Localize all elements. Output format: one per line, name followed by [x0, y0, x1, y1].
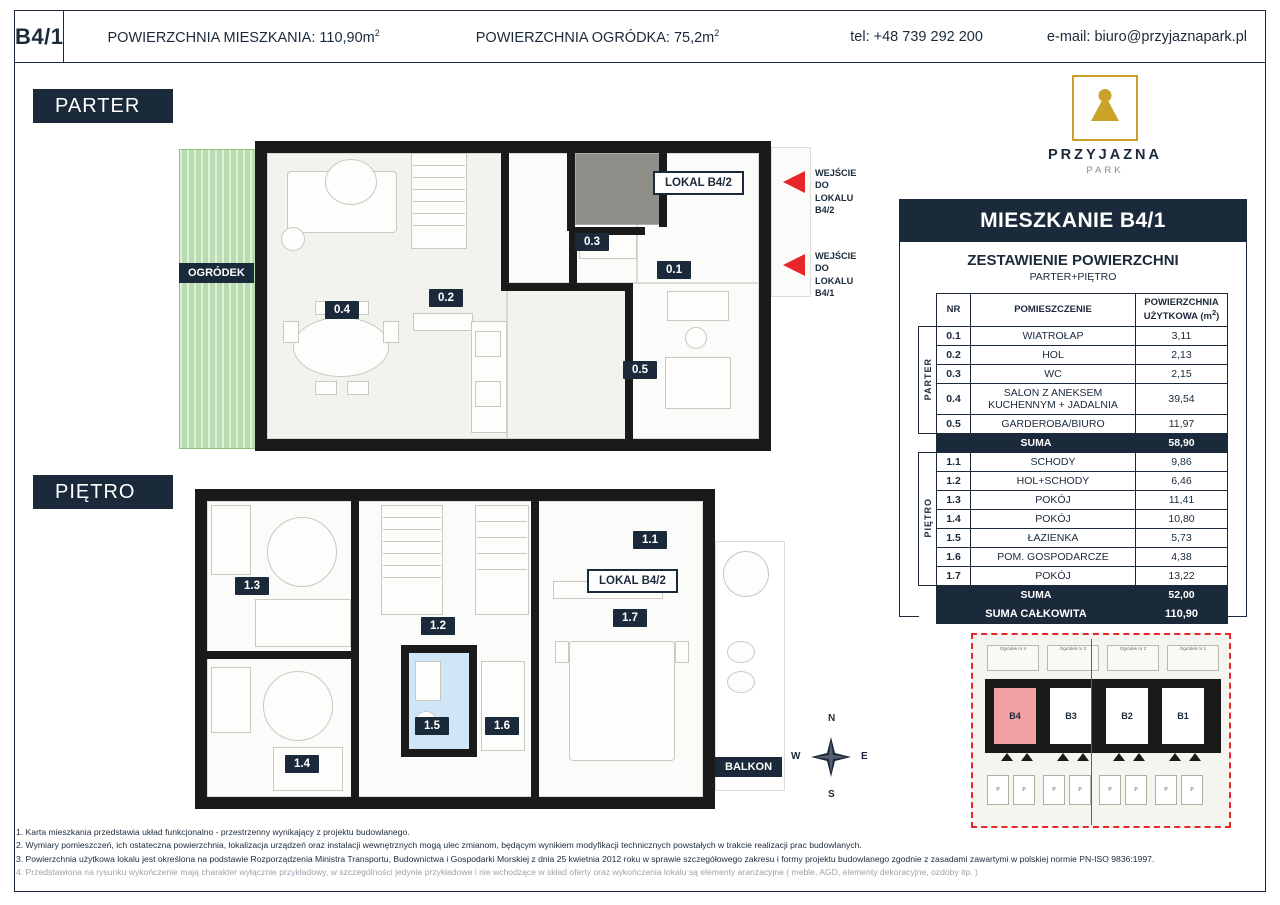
cell-nr: 1.3	[937, 490, 971, 509]
col-head-room: POMIESZCZENIE	[971, 294, 1136, 327]
oven-icon	[475, 381, 501, 407]
wardrobe-icon	[665, 357, 731, 409]
apartment-area-sup: 2	[374, 27, 380, 38]
cell-area: 9,86	[1136, 452, 1228, 471]
stair-step	[477, 537, 527, 538]
contact-phone: tel: +48 739 292 200	[850, 28, 983, 45]
table-row	[919, 414, 1228, 433]
panel-subtitle: ZESTAWIENIE POWIERZCHNI	[967, 252, 1179, 269]
total-row	[919, 604, 1228, 623]
room-label-0-2: 0.2	[429, 289, 463, 307]
room-kitchen-area	[507, 283, 629, 439]
side-table-icon	[281, 227, 305, 251]
nightstand-icon	[675, 641, 689, 663]
table-row	[919, 528, 1228, 547]
table-row	[919, 345, 1228, 364]
col-head-area-text: POWIERZCHNIA UŻYTKOWA (m	[1143, 297, 1219, 323]
table-row	[919, 326, 1228, 345]
col-head-nr: NR	[937, 294, 971, 327]
site-unit-b3: B3	[1049, 687, 1093, 745]
cell-area: 13,22	[1136, 566, 1228, 585]
col-head-area-sup: 2	[1211, 308, 1217, 318]
bed-icon	[255, 599, 351, 647]
room-label-1-3: 1.3	[235, 577, 269, 595]
entry-note-b41-l1: WEJŚCIE DO	[815, 251, 857, 274]
floor-tag-ground: PARTER	[33, 89, 173, 123]
cell-area: 2,15	[1136, 364, 1228, 383]
site-unit-b1: B1	[1161, 687, 1205, 745]
apartment-code: B4/1	[15, 23, 64, 49]
site-map	[971, 633, 1231, 828]
site-garden-2: Ogródek nr 2	[1107, 645, 1159, 671]
parking-spot: P	[1099, 775, 1121, 805]
plant-icon	[723, 551, 769, 597]
entry-arrow-b42	[783, 171, 805, 193]
wall-i2-1f	[531, 501, 539, 797]
footer-notes	[16, 826, 1256, 880]
office-chair-icon	[685, 327, 707, 349]
compass-south: S	[828, 789, 835, 800]
site-garden-1: Ogródek nr 1	[1167, 645, 1219, 671]
ground-sum-row	[919, 433, 1228, 452]
wall-bottom-1f	[195, 797, 715, 809]
wall-top-1f	[195, 489, 715, 501]
stair-step	[383, 541, 441, 542]
cell-area: 6,46	[1136, 471, 1228, 490]
stair-step	[383, 565, 441, 566]
nightstand-icon	[555, 641, 569, 663]
ground-sum-value: 58,90	[1136, 433, 1228, 452]
stair-step	[383, 529, 441, 530]
side-label-ground	[919, 326, 937, 433]
cell-room: HOL+SCHODY	[971, 471, 1136, 490]
stair-step	[413, 189, 465, 190]
wall-interior-1	[501, 153, 509, 283]
cell-nr: 1.6	[937, 547, 971, 566]
entry-note-b42-l1: WEJŚCIE DO	[815, 168, 857, 191]
room-label-0-1: 0.1	[657, 261, 691, 279]
entry-note-b42-l2: LOKALU B4/2	[815, 192, 854, 216]
areas-table	[918, 293, 1228, 624]
cell-nr: 0.2	[937, 345, 971, 364]
stair-step	[413, 213, 465, 214]
round-table-icon	[263, 671, 333, 741]
kitchen-island-icon	[413, 313, 473, 331]
site-boundary-line	[1091, 639, 1092, 825]
compass-rose	[785, 711, 877, 803]
table-row	[919, 452, 1228, 471]
wall-i7-1f	[401, 749, 477, 757]
stairwell-shared	[575, 153, 663, 225]
col-head-area	[1136, 294, 1228, 327]
chair-icon	[315, 381, 337, 395]
room-label-0-3-b: 0.3	[575, 233, 609, 251]
site-garden-4: Ogródek nr 4	[987, 645, 1039, 671]
compass-north: N	[828, 713, 836, 724]
entry-note-b41	[815, 250, 856, 300]
table-row	[919, 383, 1228, 414]
side-label-ground-text: PARTER	[922, 357, 933, 401]
cell-area: 4,38	[1136, 547, 1228, 566]
chair-icon	[383, 321, 399, 343]
wall-right	[759, 141, 771, 451]
first-sum-value: 52,00	[1136, 585, 1228, 604]
stair-step	[413, 201, 465, 202]
site-entry-marker	[1133, 753, 1145, 761]
cell-room: GARDEROBA/BIURO	[971, 414, 1136, 433]
dining-table-icon	[293, 317, 389, 377]
stair-step	[477, 521, 527, 522]
site-entry-marker	[1077, 753, 1089, 761]
garden-area-sup: 2	[714, 27, 720, 38]
apartment-area-text: POWIERZCHNIA MIESZKANIA: 110,90m	[107, 29, 375, 46]
stair-step	[383, 577, 441, 578]
ground-floor-plan	[175, 131, 857, 461]
brand-name: PRZYJAZNA	[1047, 147, 1162, 163]
table-row	[919, 566, 1228, 585]
cell-area: 3,11	[1136, 326, 1228, 345]
site-garden-3: Ogródek nr 3	[1047, 645, 1099, 671]
total-value: 110,90	[1136, 604, 1228, 623]
cell-nr: 1.5	[937, 528, 971, 547]
compass-west: W	[791, 751, 801, 762]
site-unit-b4: B4	[993, 687, 1037, 745]
cell-nr: 0.1	[937, 326, 971, 345]
first-sum-row	[919, 585, 1228, 604]
cell-area: 2,13	[1136, 345, 1228, 364]
stair-step	[413, 177, 465, 178]
ground-sum-label: SUMA	[937, 433, 1136, 452]
cell-room: POKÓJ	[971, 509, 1136, 528]
stair-step	[413, 225, 465, 226]
datasheet	[14, 10, 1266, 892]
room-label-1-4: 1.4	[285, 755, 319, 773]
stair-step	[383, 553, 441, 554]
header-bar	[15, 11, 1265, 63]
cell-nr: 1.2	[937, 471, 971, 490]
round-table-icon	[267, 517, 337, 587]
floor-tag-first: PIĘTRO	[33, 475, 173, 509]
table-row	[919, 509, 1228, 528]
stair-step	[383, 517, 441, 518]
parking-spot: P	[987, 775, 1009, 805]
cell-area: 5,73	[1136, 528, 1228, 547]
cell-room: WC	[971, 364, 1136, 383]
side-label-first	[919, 452, 937, 585]
cell-nr: 0.5	[937, 414, 971, 433]
patio-chair-icon	[727, 671, 755, 693]
note-3: 3. Powierzchnia użytkowa lokalu jest określona na podstawie Rozporządzenia Ministra Transportu, Budownictwa i Gospodarki Morskiej z dnia 25 kwietnia 2012 roku w sprawie szczegółowego zakresu i formy projektu budowlanego zgodnie z zasadami zawartymi w polskiej normie PN-ISO 9836:1997.	[16, 853, 1155, 864]
compass-star-icon	[811, 737, 851, 777]
room-label-0-5: 0.5	[623, 361, 657, 379]
cell-room: ŁAZIENKA	[971, 528, 1136, 547]
wall-i5-1f	[469, 645, 477, 755]
note-2: 2. Wymiary pomieszczeń, ich ostateczna powierzchnia, lokalizacja urządzeń oraz instalacji wewnętrznych mogą ulec zmianom, będącym wynikiem modyfikacji technicznych powstałych w trakcie realizacji prac budowlanych.	[16, 840, 862, 851]
site-entry-marker	[1001, 753, 1013, 761]
panel-title: MIESZKANIE B4/1	[900, 200, 1246, 242]
lokal-b42-box-first: LOKAL B4/2	[587, 569, 678, 593]
wall-left-1f	[195, 489, 207, 809]
first-floor-plan	[175, 481, 805, 826]
wardrobe-icon	[211, 505, 251, 575]
wall-interior-4	[501, 283, 633, 291]
stair-step	[413, 165, 465, 166]
wardrobe-icon	[211, 667, 251, 733]
table-row	[919, 490, 1228, 509]
parking-spot: P	[1125, 775, 1147, 805]
side-label-first-text: PIĘTRO	[922, 498, 933, 538]
wall-i6-1f	[207, 651, 357, 659]
cell-room: WIATROŁAP	[971, 326, 1136, 345]
stove-icon	[475, 331, 501, 357]
site-unit-b2: B2	[1105, 687, 1149, 745]
cell-room: HOL	[971, 345, 1136, 364]
cell-nr: 0.3	[937, 364, 971, 383]
note-4: 4. Przedstawiona na rysunku wykończenie mają charakter wyłącznie przykładowy, w szczególności jedynie przykładowe i nie wchodzące w skład oferty oraz wykończenia lokalu są elementy aranżacyjne ( meble, AGD, elementy dekoracyjne, ozdoby itp. )	[16, 867, 978, 878]
wall-interior-6	[567, 153, 575, 231]
cell-room: SCHODY	[971, 452, 1136, 471]
park-logo-icon	[1072, 75, 1138, 141]
site-entry-marker	[1169, 753, 1181, 761]
panel-subtitle2: PARTER+PIĘTRO	[1029, 271, 1117, 283]
parking-spot: P	[1043, 775, 1065, 805]
parking-spot: P	[1013, 775, 1035, 805]
cell-area: 10,80	[1136, 509, 1228, 528]
brand-logo	[1025, 75, 1185, 185]
patio-chair-icon	[727, 641, 755, 663]
area-summary-panel	[899, 199, 1247, 620]
apartment-area	[90, 28, 398, 46]
wall-left	[255, 141, 267, 451]
first-sum-label: SUMA	[937, 585, 1136, 604]
total-label: SUMA CAŁKOWITA	[937, 604, 1136, 623]
site-entry-marker	[1113, 753, 1125, 761]
cell-area: 39,54	[1136, 383, 1228, 414]
cell-room: POM. GOSPODARCZE	[971, 547, 1136, 566]
col-head-area-tail: )	[1216, 311, 1220, 323]
table-row	[919, 471, 1228, 490]
note-1: 1. Karta mieszkania przedstawia układ funkcjonalno - przestrzenny wynikający z projektu budowlanego.	[16, 827, 410, 837]
staircase-down	[381, 505, 443, 615]
storage-shelf-icon	[481, 661, 525, 751]
entry-arrow-b41	[783, 254, 805, 276]
parking-spot: P	[1069, 775, 1091, 805]
brand-sub: PARK	[1086, 165, 1124, 176]
stair-step	[477, 569, 527, 570]
table-row	[919, 364, 1228, 383]
wall-top	[255, 141, 771, 153]
contact-email: e-mail: biuro@przyjaznapark.pl	[1046, 28, 1247, 45]
cell-nr: 0.4	[937, 383, 971, 414]
parking-spot: P	[1155, 775, 1177, 805]
parking-spot: P	[1181, 775, 1203, 805]
compass-east: E	[861, 751, 868, 762]
cell-room: SALON Z ANEKSEM KUCHENNYM + JADALNIA	[971, 383, 1136, 414]
cell-room: POKÓJ	[971, 566, 1136, 585]
table-header-row	[919, 294, 1228, 327]
garden-area	[458, 28, 738, 46]
site-entry-marker	[1021, 753, 1033, 761]
site-entry-marker	[1057, 753, 1069, 761]
room-label-1-6: 1.6	[485, 717, 519, 735]
desk-icon	[667, 291, 729, 321]
lokal-b42-box-ground: LOKAL B4/2	[653, 171, 744, 195]
chair-icon	[283, 321, 299, 343]
cell-room: POKÓJ	[971, 490, 1136, 509]
bathtub-icon	[415, 661, 441, 701]
wall-i1-1f	[351, 501, 359, 797]
garden-area-text: POWIERZCHNIA OGRÓDKA: 75,2m	[475, 29, 715, 46]
wall-bottom	[255, 439, 771, 451]
wall-i3-1f	[401, 645, 477, 653]
cell-nr: 1.4	[937, 509, 971, 528]
entry-note-b41-l2: LOKALU B4/1	[815, 275, 854, 299]
balcony-label: BALKON	[715, 757, 782, 777]
chair-icon	[347, 381, 369, 395]
room-label-1-2: 1.2	[421, 617, 455, 635]
wall-right-1f	[703, 489, 715, 809]
table-row	[919, 547, 1228, 566]
armchair-icon	[325, 159, 377, 205]
room-label-1-1: 1.1	[633, 531, 667, 549]
room-label-0-4-main: 0.4	[325, 301, 359, 319]
entry-note-b42	[815, 167, 856, 217]
stair-step	[477, 553, 527, 554]
site-entry-marker	[1189, 753, 1201, 761]
wall-i4-1f	[401, 645, 409, 755]
cell-nr: 1.7	[937, 566, 971, 585]
bed-icon	[569, 641, 675, 761]
cell-area: 11,97	[1136, 414, 1228, 433]
cell-nr: 1.1	[937, 452, 971, 471]
cell-area: 11,41	[1136, 490, 1228, 509]
room-label-1-7: 1.7	[613, 609, 647, 627]
garden-label: OGRÓDEK	[179, 263, 254, 283]
room-label-1-5: 1.5	[415, 717, 449, 735]
